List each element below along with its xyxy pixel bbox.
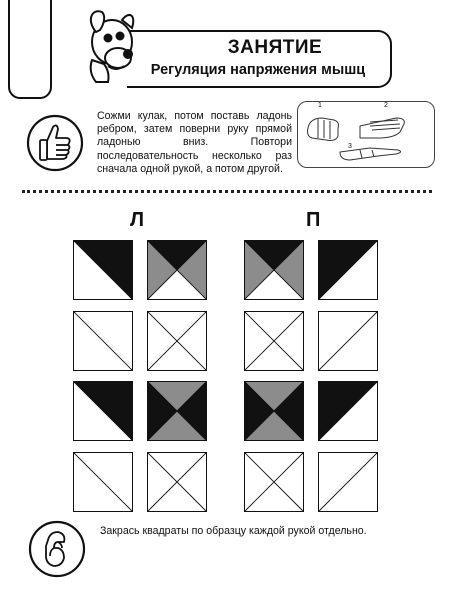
page-title: ЗАНЯТИЕ — [227, 37, 323, 58]
pattern-square-l1b — [147, 240, 207, 300]
blank-square-l4a[interactable] — [73, 452, 133, 512]
pointing-hand-icon — [28, 518, 86, 580]
blank-square-l4b[interactable] — [147, 452, 207, 512]
pattern-square-r3b — [318, 381, 378, 441]
header-tab — [8, 0, 52, 99]
step-label-1: 1 — [318, 102, 322, 109]
pattern-square-l3b — [147, 381, 207, 441]
thumbs-up-icon — [25, 113, 85, 173]
pattern-square-l1a — [73, 240, 133, 300]
right-column-label: П — [306, 209, 321, 231]
pattern-square-r1b — [318, 240, 378, 300]
blank-square-r4a[interactable] — [244, 452, 304, 512]
blank-square-r2b[interactable] — [318, 311, 378, 371]
step-label-2: 2 — [384, 102, 388, 109]
pattern-square-l3a — [73, 381, 133, 441]
pattern-square-r1a — [244, 240, 304, 300]
blank-square-l2b[interactable] — [147, 311, 207, 371]
dotted-divider — [22, 190, 432, 193]
instruction-text: Сожми кулак, потом поставь ладонь ребром, затем поверни руку прямой ладонью вниз. Повтори последовательность несколько раз сначала одной рукой, а потом другой. — [97, 110, 292, 175]
task-instruction: Закрась квадраты по образцу каждой рукой отдельно. — [100, 525, 367, 537]
blank-square-r4b[interactable] — [318, 452, 378, 512]
left-column-label: Л — [130, 209, 145, 231]
dog-mascot-icon — [78, 2, 138, 87]
pattern-square-r3a — [244, 381, 304, 441]
step-label-3: 3 — [348, 143, 352, 150]
hand-gestures-icon — [300, 108, 432, 164]
page-subtitle: Регуляция напряжения мышц — [150, 62, 366, 78]
blank-square-r2a[interactable] — [244, 311, 304, 371]
blank-square-l2a[interactable] — [73, 311, 133, 371]
